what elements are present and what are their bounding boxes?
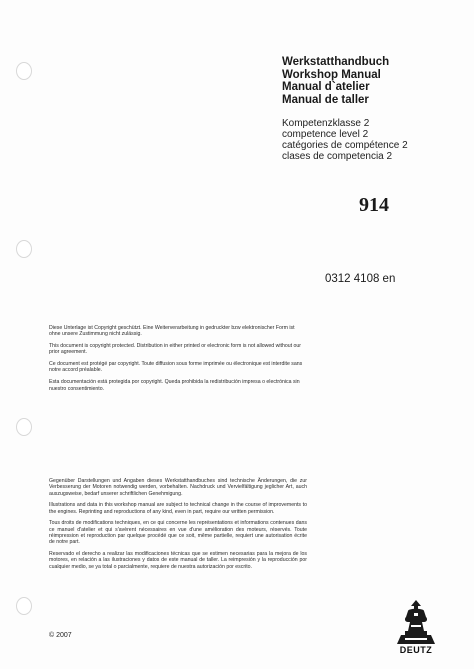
title-french: Manual d`atelier [282, 81, 370, 93]
change-notice-english: Illustrations and data in this workshop manual are subject to technical change in the course of improvements to the engines. Reprinting and reproductions of any kind, even in part, require our written permission. [49, 502, 307, 515]
copyright-notice-french: Ce document est protégé par copyright. Toute diffusion sous forme imprimée ou électronique est interdite sans notre accord préalable. [49, 361, 303, 374]
competence-english: competence level 2 [282, 129, 369, 140]
change-notice-spanish: Reservado el derecho a realizar las modificaciones técnicas que se estimen necesarias para la mejora de los motores, en relación a las ilustraciones y datos de este manual de taller. La reimpresión y la reproducción por cualquier medio, se ya total o parcialmente, requiere de nuestra autorización por escrito. [49, 551, 307, 570]
deutz-logo-text: DEUTZ [399, 645, 433, 655]
competence-french: catégories de compétence 2 [282, 140, 408, 151]
punch-hole-top [16, 62, 32, 80]
change-notice-french: Tous droits de modifications techniques, en ce qui concerne les représentations et informations contenues dans ce manuel d'atelier et qui s'avèrent nécessaires en vue d'une amélioration des moteurs, réservés. Toute réimpression et reproduction par quelque procédé que ce soit, même partielle, requiert une autorisation écrite de notre part. [49, 520, 307, 546]
change-notice-german: Gegenüber Darstellungen und Angaben dieses Werkstatthandbuches sind technische Änderungen, die zur Verbesserung der Motoren notwendig werden, vorbehalten. Nachdruck und Vervielfältigung jeglicher Art, auch auszugsweise, bedarf unserer schriftlichen Genehmigung. [49, 478, 307, 497]
copyright-notice-german: Diese Unterlage ist Copyright geschützt. Eine Weiterverarbeitung in gedruckter bzw elektronischer Form ist ohne unsere Zustimmung nicht zulässig. [49, 325, 295, 338]
punch-hole-lower [16, 418, 32, 436]
copyright-notice-spanish: Esta documentación está protegida por copyright. Queda prohibida la redistribución impresa o electrónica sin nuestro consentimiento. [49, 379, 300, 392]
document-number: 0312 4108 en [325, 273, 396, 285]
competence-spanish: clases de competencia 2 [282, 151, 393, 162]
technical-change-notice-block [49, 478, 307, 576]
title-german: Werkstatthandbuch [282, 56, 390, 68]
manual-title-block [282, 56, 462, 106]
punch-hole-upper [16, 240, 32, 258]
deutz-knight-logo-icon [393, 598, 439, 646]
title-english: Workshop Manual [282, 68, 381, 81]
competence-german: Kompetenzklasse 2 [282, 118, 370, 129]
engine-model-number: 914 [359, 194, 389, 216]
punch-hole-bottom [16, 597, 32, 615]
competence-level-block [282, 118, 462, 162]
copyright-notice-block [49, 325, 307, 397]
copyright-year: © 2007 [49, 632, 72, 639]
title-spanish: Manual de taller [282, 93, 369, 106]
copyright-notice-english: This document is copyright protected. Distribution in either printed or electronic form is not allowed without our prior agreement. [49, 343, 302, 356]
deutz-logo [385, 598, 447, 658]
